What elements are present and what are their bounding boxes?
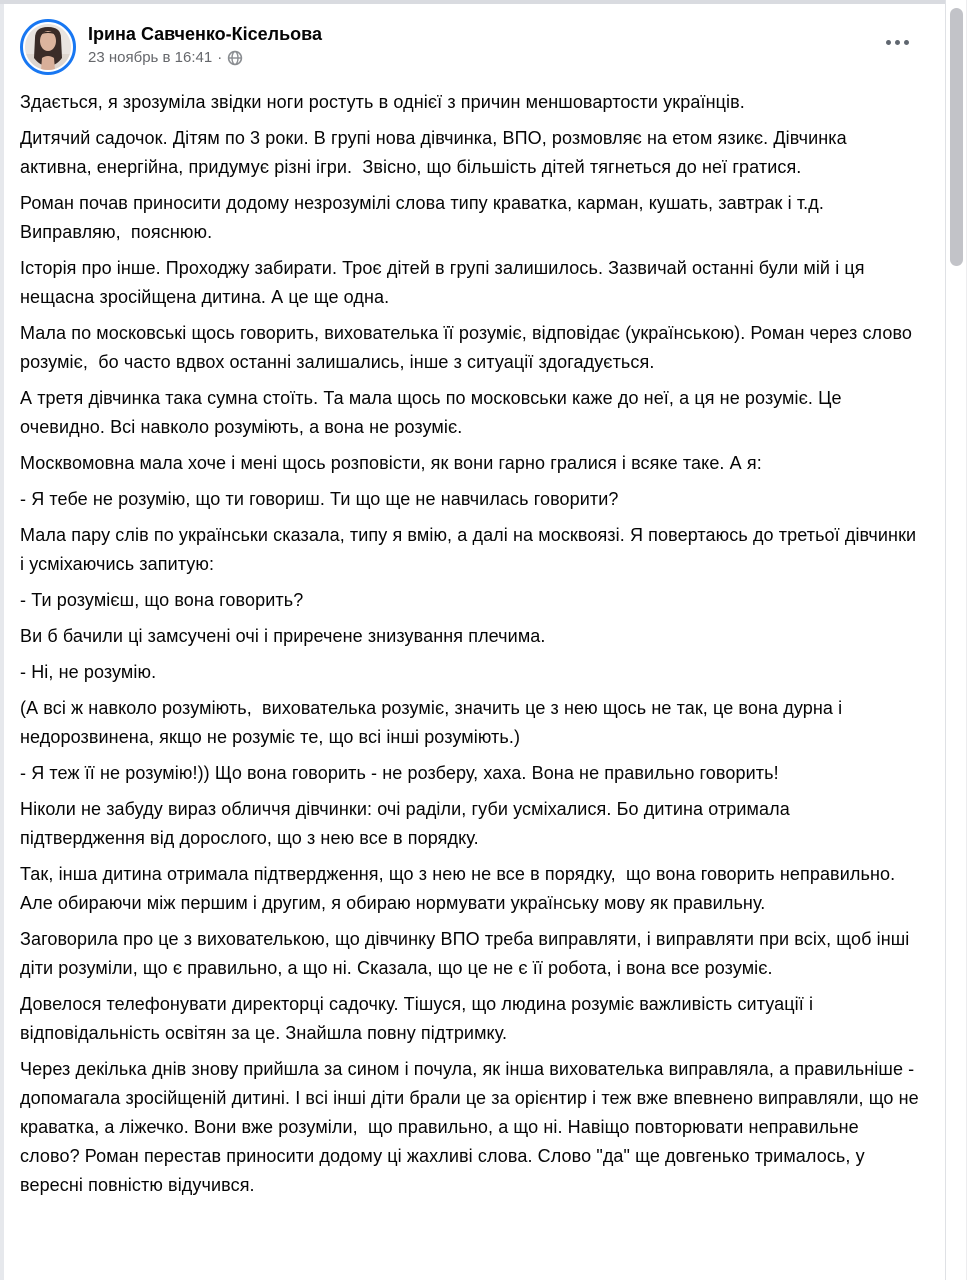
ellipsis-icon: [886, 40, 891, 45]
post-paragraph: Заговорила про це з вихователькою, що дівчинку ВПО треба виправляти, і виправляти при всіх, щоб інші діти розуміли, що є правильно, а що ні. Сказала, що це не є її робота, і вона все розуміє.: [20, 929, 915, 978]
header-text: [88, 19, 322, 67]
post-paragraph: Історія про інше. Проходжу забирати. Троє дітей в групі залишилось. Зазвичай останні були мій і ця нещасна зросійщена дитина. А це ще одна.: [20, 258, 870, 307]
post-paragraph: Ніколи не забуду вираз обличчя дівчинки: очі раділи, губи усміхалися. Бо дитина отримала підтвердження від дорослого, що з нею все в порядку.: [20, 799, 795, 848]
post-paragraph: Через декілька днів знову прийшла за сином і почула, як інша вихователька виправляла, а правильніше - допомагала зросійщеній дитині. І всі інші діти брали це за орієнтир і теж вже впевнено виправляли, що не краватка, а ліжечко. Вони вже розуміли, що правильно, а що ні. Навіщо повторювати неправильне слово? Роман перестав приносити додому ці жахливі слова. Слово "да" ще довгенько трималось, у вересні повністю відучився.: [20, 1059, 924, 1195]
meta-separator: ·: [217, 49, 223, 66]
post-paragraph: Дитячий садочок. Дітям по 3 роки. В групі нова дівчинка, ВПО, розмовляє на етом язикє. Дівчинка активна, енергійна, придумує різні ігри. Звісно, що більшість дітей тягнеться до неї гратися.: [20, 128, 852, 177]
post-paragraph: - Я тебе не розумію, що ти говориш. Ти що ще не навчилась говорити?: [20, 489, 619, 509]
post-paragraph: Мала пару слів по українськи сказала, типу я вмію, а далі на москвоязі. Я повертаюсь до третьої дівчинки і усміхаючись запитую:: [20, 525, 922, 574]
avatar[interactable]: [20, 19, 76, 75]
post-paragraph: - Ні, не розумію.: [20, 662, 157, 682]
post-menu-button[interactable]: [880, 32, 915, 53]
timestamp[interactable]: 23 ноябрь в 16:41: [88, 49, 213, 66]
post-paragraph: Мала по московські щось говорить, вихователька її розуміє, відповідає (українською). Роман через слово розуміє, бо часто вдвох останні залишались, інше з ситуації здогадується.: [20, 323, 918, 372]
post-paragraph: Здається, я зрозуміла звідки ноги ростуть в однієї з причин меншовартости українців.: [20, 92, 745, 112]
post-paragraph: Ви б бачили ці замсучені очі і приречене знизування плечима.: [20, 626, 546, 646]
avatar-photo: [25, 24, 71, 70]
post-header: [4, 4, 945, 75]
post-paragraph: - Ти розумієш, що вона говорить?: [20, 590, 304, 610]
post-paragraph: Москвомовна мала хоче і мені щось розповісти, як вони гарно гралися і всяке таке. А я:: [20, 453, 762, 473]
post-paragraph: А третя дівчинка така сумна стоїть. Та мала щось по московськи каже до неї, а ця не розуміє. Це очевидно. Всі навколо розуміють, а вона не розуміє.: [20, 388, 847, 437]
scrollbar-thumb[interactable]: [950, 8, 963, 266]
post-paragraph: - Я теж її не розумію!)) Що вона говорить - не розберу, хаха. Вона не правильно говорить!: [20, 763, 779, 783]
post-card: [4, 4, 945, 1280]
author-name[interactable]: Ірина Савченко-Кісельова: [88, 24, 322, 44]
post-meta: [88, 49, 322, 67]
scrollbar-track[interactable]: [945, 0, 971, 1280]
post-body: [4, 75, 945, 1200]
post-paragraph: (А всі ж навколо розуміють, вихователька розуміє, значить це з нею щось не так, це вона дурна і недорозвинена, якщо не розуміє те, що всі інші розуміють.): [20, 698, 848, 747]
globe-icon: [227, 50, 243, 66]
post-paragraph: Так, інша дитина отримала підтвердження, що з нею не все в порядку, що вона говорить неправильно. Але обираючи між першим і другим, я обираю нормувати українську мову як правильну.: [20, 864, 901, 913]
post-paragraph: Роман почав приносити додому незрозумілі слова типу краватка, карман, кушать, завтрак і т.д. Виправляю, пояснюю.: [20, 193, 830, 242]
post-paragraph: Довелося телефонувати директорці садочку. Тішуся, що людина розуміє важливість ситуації і відповідальність освітян за це. Знайшла повну підтримку.: [20, 994, 819, 1043]
